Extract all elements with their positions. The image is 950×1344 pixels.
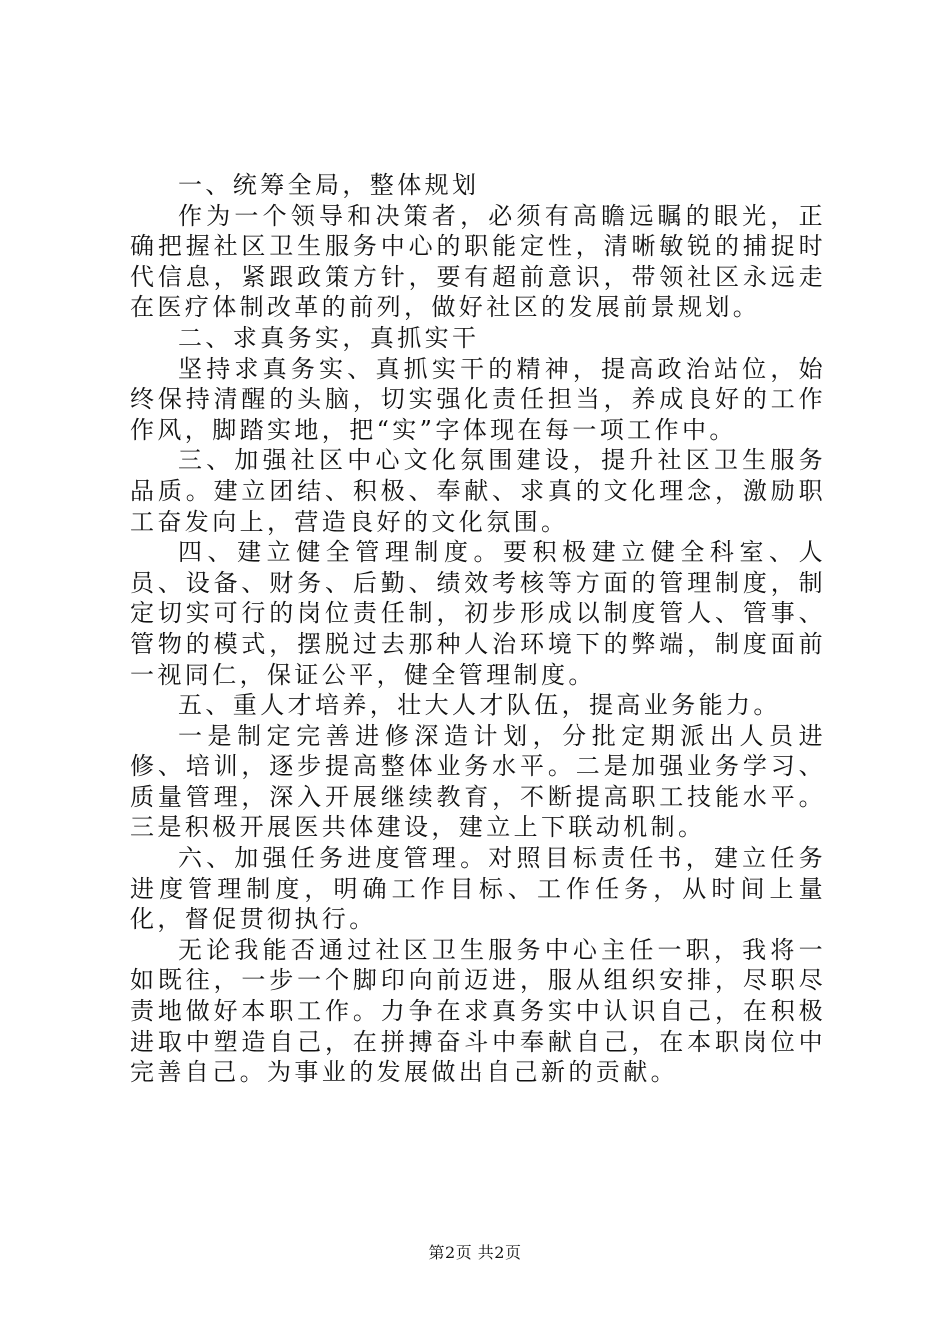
heading-section-1: 一、统筹全局，整体规划	[178, 171, 480, 199]
paragraph-section-1: 作为一个领导和决策者，必须有高瞻远瞩的眼光，正确把握社区卫生服务中心的职能定性，清晰敏锐的捕捉时代信息，紧跟政策方针，要有超前意识，带领社区永远走在医疗体制改革的前列，做好社区的发展前景规划。	[130, 201, 826, 322]
page-number-footer: 第2页 共2页	[428, 1243, 522, 1262]
heading-section-5: 五、重人才培养，壮大人才队伍，提高业务能力。	[178, 691, 781, 720]
paragraph-section-3: 三、加强社区中心文化氛围建设，提升社区卫生服务品质。建立团结、积极、奉献、求真的文化理念，激励职工奋发向上，营造良好的文化氛围。	[130, 446, 826, 536]
paragraph-section-2: 坚持求真务实、真抓实干的精神，提高政治站位，始终保持清醒的头脑，切实强化责任担当，养成良好的工作作风，脚踏实地，把“实”字体现在每一项工作中。	[130, 354, 826, 444]
document-body	[130, 170, 826, 1088]
heading-section-2: 二、求真务实，真抓实干	[178, 323, 480, 352]
paragraph-section-6: 六、加强任务进度管理。对照目标责任书，建立任务进度管理制度，明确工作目标、工作任务，从时间上量化，督促贯彻执行。	[130, 844, 826, 934]
paragraph-section-5: 一是制定完善进修深造计划，分批定期派出人员进修、培训，逐步提高整体业务水平。二是加强业务学习、质量管理，深入开展继续教育，不断提高职工技能水平。三是积极开展医共体建设，建立上下联动机制。	[130, 721, 826, 842]
paragraph-conclusion: 无论我能否通过社区卫生服务中心主任一职，我将一如既往，一步一个脚印向前迈进，服从组织安排，尽职尽责地做好本职工作。力争在求真务实中认识自己，在积极进取中塑造自己，在拼搏奋斗中奉献自己，在本职岗位中完善自己。为事业的发展做出自己新的贡献。	[130, 935, 826, 1087]
paragraph-section-4: 四、建立健全管理制度。要积极建立健全科室、人员、设备、财务、后勤、绩效考核等方面的管理制度，制定切实可行的岗位责任制，初步形成以制度管人、管事、管物的模式，摆脱过去那种人治环境下的弊端，制度面前一视同仁，保证公平，健全管理制度。	[130, 538, 826, 689]
